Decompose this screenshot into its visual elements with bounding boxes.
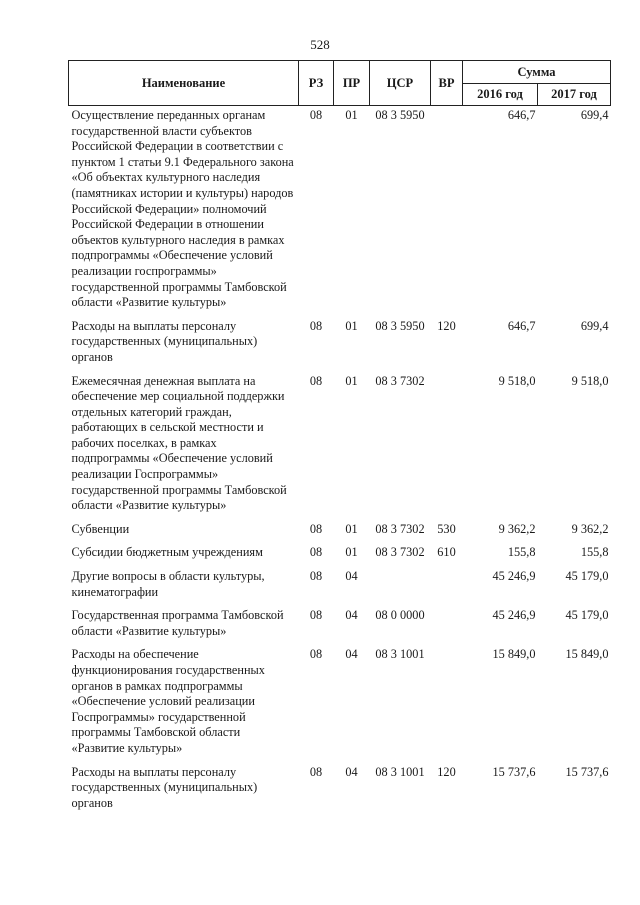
row-vr: 120	[437, 764, 456, 779]
row-sum-2017: 699,4	[580, 318, 609, 333]
row-sum-2016: 646,7	[507, 318, 536, 333]
table-row	[69, 316, 611, 371]
row-csr: 08 3 1001	[375, 647, 425, 662]
row-sum-2017: 9 362,2	[571, 521, 609, 536]
row-name: Расходы на обеспечение функционирования государственных органов в рамках подпрограммы «Обеспечение условий реализации Госпрограммы» государственной программы Тамбовской области «Развитие культуры»	[71, 647, 265, 755]
table-row	[69, 566, 611, 605]
row-vr	[431, 106, 463, 316]
row-csr: 08 3 7302	[375, 545, 425, 560]
row-vr	[431, 371, 463, 519]
table-body	[69, 106, 611, 817]
row-sum-2017: 45 179,0	[565, 608, 609, 623]
row-name: Другие вопросы в области культуры, кинематографии	[71, 569, 265, 599]
row-pr: 01	[345, 318, 358, 333]
row-rz: 08	[309, 521, 323, 536]
table-row	[69, 605, 611, 644]
row-sum-2017: 699,4	[580, 108, 609, 122]
row-rz: 08	[309, 373, 323, 388]
row-pr: 01	[345, 373, 358, 388]
row-sum-2017: 45 179,0	[565, 569, 609, 584]
row-csr: 08 3 5950	[375, 318, 425, 333]
header-year-2016: 2016 год	[463, 84, 538, 106]
table-row	[69, 106, 611, 316]
row-name: Осуществление переданных органам государственной власти субъектов Российской Федерации в соответствии с пунктом 1 статьи 9.1 Федерального закона «Об объектах культурного наследия (памятниках истории и культуры) народов Российской Федерации» полномочий Российской Федерации в отношении объектов культурного наследия в рамках подпрограммы «Обеспечение условий реализации госпрограммы» государственной программы Тамбовской области «Развитие культуры»	[71, 108, 294, 310]
header-csr: ЦСР	[370, 61, 431, 106]
row-sum-2016: 9 518,0	[498, 373, 536, 388]
row-pr: 04	[345, 608, 358, 623]
table-row	[69, 762, 611, 817]
row-vr: 610	[437, 545, 456, 560]
row-vr: 120	[437, 318, 456, 333]
row-sum-2016: 15 737,6	[492, 764, 536, 779]
header-year-2017: 2017 год	[538, 84, 611, 106]
row-vr	[431, 566, 463, 605]
row-rz: 08	[309, 545, 323, 560]
table-row	[69, 371, 611, 519]
header-pr: ПР	[334, 61, 370, 106]
row-name: Государственная программа Тамбовской области «Развитие культуры»	[71, 608, 284, 638]
row-sum-2016: 15 849,0	[492, 647, 536, 662]
table-header	[69, 61, 611, 106]
row-pr: 01	[345, 545, 358, 560]
row-rz: 08	[309, 647, 323, 662]
row-sum-2016: 45 246,9	[492, 569, 536, 584]
row-sum-2016: 155,8	[507, 545, 536, 560]
row-name: Субсидии бюджетным учреждениям	[71, 545, 263, 560]
header-name: Наименование	[69, 61, 299, 106]
table-row	[69, 519, 611, 543]
row-pr: 01	[345, 108, 358, 122]
table-row	[69, 542, 611, 566]
row-rz: 08	[309, 608, 323, 623]
header-sum: Сумма	[463, 61, 611, 84]
row-sum-2017: 155,8	[580, 545, 609, 560]
header-rz: РЗ	[299, 61, 334, 106]
row-sum-2017: 15 737,6	[565, 764, 609, 779]
budget-table	[68, 60, 611, 816]
header-vr: ВР	[431, 61, 463, 106]
row-pr: 04	[345, 764, 358, 779]
row-csr: 08 0 0000	[375, 608, 425, 623]
row-sum-2016: 646,7	[507, 108, 536, 122]
row-sum-2017: 15 849,0	[565, 647, 609, 662]
row-rz: 08	[309, 108, 323, 122]
row-rz: 08	[309, 764, 323, 779]
page-number: 528	[310, 37, 330, 52]
row-name: Расходы на выплаты персоналу государственных (муниципальных) органов	[71, 764, 258, 810]
row-pr: 01	[345, 521, 358, 536]
row-rz: 08	[309, 569, 323, 584]
table-row	[69, 644, 611, 761]
row-sum-2016: 9 362,2	[498, 521, 536, 536]
row-rz: 08	[309, 318, 323, 333]
row-name: Субвенции	[71, 521, 130, 536]
row-csr: 08 3 7302	[375, 521, 425, 536]
row-name: Расходы на выплаты персоналу государственных (муниципальных) органов	[71, 318, 258, 364]
row-sum-2017: 9 518,0	[571, 373, 609, 388]
row-pr: 04	[345, 647, 358, 662]
row-csr	[370, 566, 431, 605]
row-pr: 04	[345, 569, 358, 584]
row-sum-2016: 45 246,9	[492, 608, 536, 623]
row-name: Ежемесячная денежная выплата на обеспечение мер социальной поддержки отдельных категорий граждан, работающих в сельской местности и рабочих поселках, в рамках подпрограммы «Обеспечение условий реализации Госпрограммы» государственной программы Тамбовской области «Развитие культуры»	[71, 373, 287, 513]
row-csr: 08 3 5950	[375, 108, 425, 122]
row-csr: 08 3 1001	[375, 764, 425, 779]
row-csr: 08 3 7302	[375, 373, 425, 388]
row-vr	[431, 644, 463, 761]
row-vr: 530	[437, 521, 456, 536]
row-vr	[431, 605, 463, 644]
